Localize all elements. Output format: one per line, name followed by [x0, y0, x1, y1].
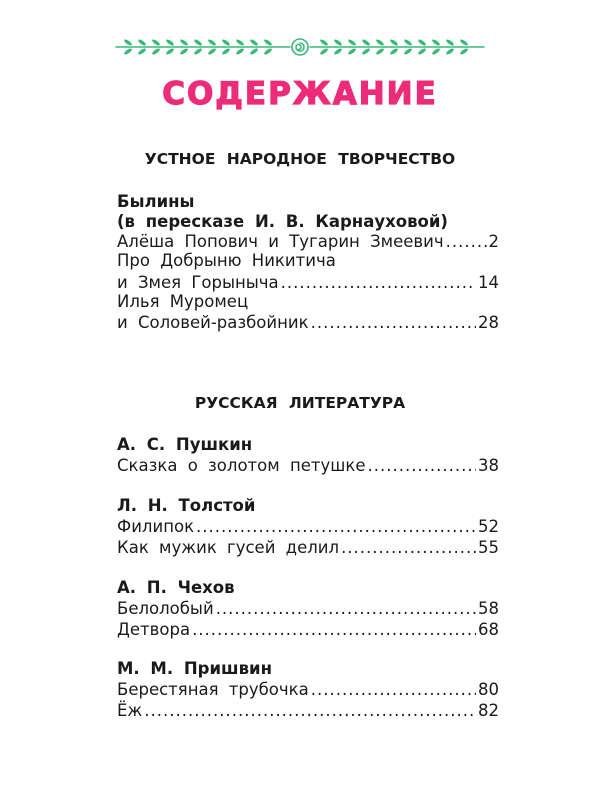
toc-entry-page: 2 — [488, 232, 499, 251]
leaf-icon — [403, 47, 412, 55]
section-heading-folk: УСТНОЕ НАРОДНОЕ ТВОРЧЕСТВО — [144, 150, 456, 168]
toc-entry-title: Берестяная трубочка — [117, 680, 309, 699]
toc-entry-page: 68 — [478, 620, 499, 639]
leaf-icon — [207, 38, 216, 46]
leaf-icon — [193, 47, 202, 55]
toc-entry[interactable] — [117, 272, 499, 294]
toc-entry-title: Ёж — [117, 701, 143, 720]
toc-entry-title-line1: Илья Муромец — [117, 292, 249, 311]
leaf-icon — [403, 38, 412, 46]
toc-entry[interactable] — [117, 598, 499, 620]
leaf-icon — [165, 38, 174, 46]
leaf-icon — [123, 47, 132, 55]
leaf-icon — [333, 47, 342, 55]
leaf-icon — [375, 47, 384, 55]
leaf-icon — [137, 38, 146, 46]
leaf-icon — [417, 38, 426, 46]
toc-entry-page: 28 — [478, 313, 499, 332]
leaf-icon — [445, 38, 454, 46]
toc-entry-page: 58 — [478, 599, 499, 618]
toc-entry-title: Сказка о золотом петушке — [117, 456, 366, 475]
dot-leader — [311, 312, 476, 334]
group-subheading-retelling: (в пересказе И. В. Карнауховой) — [117, 212, 448, 231]
dot-leader — [446, 231, 487, 253]
toc-entry-page: 80 — [478, 680, 499, 699]
toc-entry-page: 55 — [478, 538, 499, 557]
leaf-icon — [263, 38, 272, 46]
dot-leader — [192, 619, 476, 641]
leaf-icon — [235, 38, 244, 46]
leaf-icon — [347, 38, 356, 46]
leaf-icon — [151, 38, 160, 46]
toc-entry-page: 52 — [478, 517, 499, 536]
leaf-icon — [389, 47, 398, 55]
dot-leader — [144, 700, 476, 722]
leaf-icon — [431, 38, 440, 46]
leaf-icon — [249, 38, 258, 46]
author-heading: М. М. Пришвин — [117, 659, 272, 678]
leaf-icon — [445, 47, 454, 55]
leaf-icon — [221, 38, 230, 46]
toc-entry-title-line1: Про Добрыню Никитича — [117, 251, 336, 270]
leaf-icon — [151, 47, 160, 55]
leaf-icon — [361, 47, 370, 55]
toc-entry[interactable] — [117, 455, 499, 477]
page-title: СОДЕРЖАНИЕ — [162, 76, 438, 112]
vine-spiral-ornament-icon — [112, 36, 488, 58]
leaf-icon — [263, 47, 272, 55]
leaf-icon — [389, 38, 398, 46]
toc-entry[interactable] — [117, 537, 499, 559]
leaf-icon — [249, 47, 258, 55]
toc-entry-title: Филипок — [117, 517, 195, 536]
dot-leader — [341, 537, 476, 559]
toc-entry[interactable] — [117, 679, 499, 701]
author-heading: А. П. Чехов — [117, 578, 235, 597]
leaf-icon — [431, 47, 440, 55]
leaf-icon — [417, 47, 426, 55]
leaf-icon — [179, 47, 188, 55]
leaf-icon — [361, 38, 370, 46]
leaf-icon — [333, 38, 342, 46]
toc-entry-title: и Соловей-разбойник — [117, 313, 309, 332]
leaf-icon — [221, 47, 230, 55]
dot-leader — [216, 598, 476, 620]
toc-entry[interactable] — [117, 619, 499, 641]
toc-entry[interactable] — [117, 516, 499, 538]
group-heading-byliny: Былины — [117, 192, 195, 211]
toc-entry-page: 14 — [478, 273, 499, 292]
toc-entry-page: 82 — [478, 701, 499, 720]
toc-entry-title: Детвора — [117, 620, 191, 639]
toc-entry-title: Белолобый — [117, 599, 214, 618]
author-heading: Л. Н. Толстой — [117, 496, 256, 515]
toc-entry-title: Как мужик гусей делил — [117, 538, 340, 557]
section-heading-russian-lit: РУССКАЯ ЛИТЕРАТУРА — [194, 394, 406, 412]
leaf-icon — [319, 47, 328, 55]
leaf-icon — [137, 47, 146, 55]
dot-leader — [281, 272, 476, 294]
leaf-icon — [235, 47, 244, 55]
toc-entry-title: и Змея Горыныча — [117, 273, 279, 292]
dot-leader — [311, 679, 476, 701]
toc-entry[interactable] — [117, 700, 499, 722]
leaf-icon — [207, 47, 216, 55]
toc-entry-page: 38 — [478, 456, 499, 475]
author-heading: А. С. Пушкин — [117, 435, 253, 454]
leaf-icon — [123, 38, 132, 46]
leaf-icon — [459, 47, 468, 55]
leaf-icon — [459, 38, 468, 46]
leaf-icon — [347, 47, 356, 55]
toc-entry[interactable] — [117, 312, 499, 334]
toc-entry-title: Алёша Попович и Тугарин Змеевич — [117, 232, 444, 251]
dot-leader — [367, 455, 476, 477]
leaf-icon — [179, 38, 188, 46]
leaf-icon — [193, 38, 202, 46]
leaf-icon — [319, 38, 328, 46]
leaf-icon — [375, 38, 384, 46]
leaf-icon — [165, 47, 174, 55]
dot-leader — [196, 516, 476, 538]
toc-entry[interactable] — [117, 231, 499, 253]
